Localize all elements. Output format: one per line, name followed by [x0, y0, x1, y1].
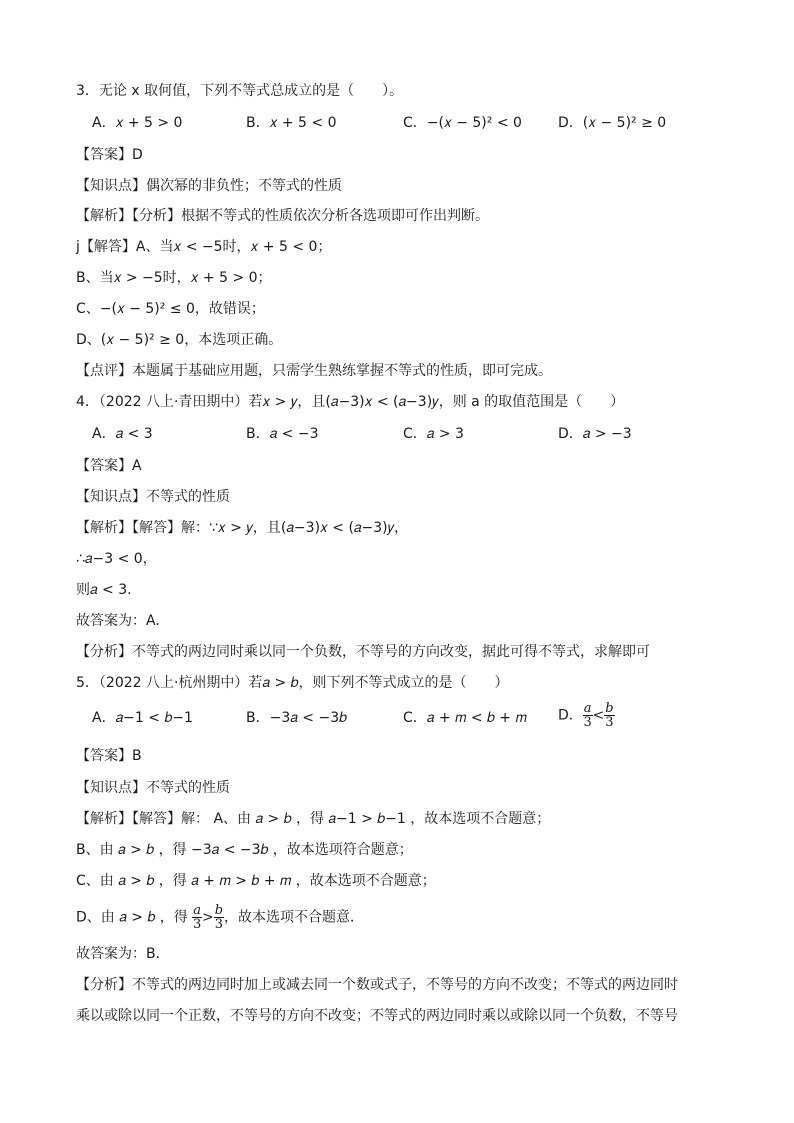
fraction [192, 904, 202, 931]
relation-symbol: > [201, 909, 214, 926]
q4-options [76, 424, 726, 444]
fraction-numerator: b [214, 903, 224, 918]
q5-question: 5．（2022 八上·杭州期中）若𝑎 > 𝑏，则下列不等式成立的是（ ） [76, 675, 509, 691]
q4-option-c: C．𝑎 > 3 [403, 426, 464, 442]
fraction-numerator: b [605, 701, 614, 716]
q3-knowledge: 【知识点】偶次幂的非负性；不等式的性质 [76, 178, 342, 194]
q4-solution-line: 故答案为：A. [76, 613, 160, 629]
q5-solution-line-d [76, 904, 734, 931]
q3-analysis: 【解析】【分析】根据不等式的性质依次分析各选项即可作出判断。 [76, 208, 489, 224]
fraction-denominator: 3 [583, 715, 592, 730]
fraction-denominator: 3 [605, 715, 614, 730]
fraction-denominator: 3 [192, 917, 202, 932]
q4-option-a: A．𝑎 < 3 [92, 426, 153, 442]
q3-solution-line: D、(𝑥 − 5)² ≥ 0，本选项正确。 [76, 332, 283, 348]
fraction [604, 702, 614, 729]
q3-option-d: D．(𝑥 − 5)² ≥ 0 [558, 115, 667, 131]
q5-analysis-line: 乘以或除以同一个正数，不等号的方向不改变；不等式的两边同时乘以或除以同一个负数，不等号 [76, 1008, 678, 1024]
fraction-denominator: 3 [214, 917, 223, 932]
relation-symbol: < [592, 707, 605, 724]
q3-option-c: C．−(𝑥 − 5)² < 0 [403, 115, 522, 131]
q4-question: 4．（2022 八上·青田期中）若𝑥 > 𝑦，且(𝑎−3)𝑥 < (𝑎−3)𝑦，则 a 的取值范围是（ ） [76, 394, 625, 410]
q4-knowledge: 【知识点】不等式的性质 [76, 489, 230, 505]
q5-option-d-label: D． [558, 707, 583, 724]
q4-answer: 【答案】A [76, 458, 142, 474]
fraction-numerator: a [583, 701, 592, 716]
fraction-numerator: a [193, 903, 201, 918]
q3-answer: 【答案】D [76, 147, 143, 163]
q5-solution-line: C、由 𝑎 > 𝑏 ，得 𝑎 + 𝑚 > 𝑏 + 𝑚 ，故本选项不合题意； [76, 873, 436, 889]
q5-final-answer: 故答案为：B． [76, 946, 170, 962]
q4-analysis: 【分析】不等式的两边同时乘以同一个负数，不等号的方向改变，据此可得不等式，求解即可 [76, 644, 650, 660]
q5-option-a: A．𝑎−1 < 𝑏−1 [92, 710, 193, 726]
q3-solution-line: B、当𝑥 > −5时，𝑥 + 5 > 0； [76, 270, 272, 286]
solution-text: D、由 𝑎 > 𝑏 ，得 [76, 909, 193, 926]
q3-options [76, 113, 726, 133]
q3-option-b: B．𝑥 + 5 < 0 [246, 115, 337, 131]
q4-solution-line: 【解析】【解答】解：∵𝑥 > 𝑦，且(𝑎−3)𝑥 < (𝑎−3)𝑦， [76, 520, 409, 536]
q5-solution-line: 【解析】【解答】解： A、由 𝑎 > 𝑏 ，得 𝑎−1 > 𝑏−1 ，故本选项不合题意； [76, 811, 551, 827]
q5-option-c: C．𝑎 + 𝑚 < 𝑏 + 𝑚 [403, 710, 527, 726]
q3-comment: 【点评】本题属于基础应用题，只需学生熟练掌握不等式的性质，即可完成。 [76, 363, 552, 379]
q5-solution-line: B、由 𝑎 > 𝑏 ，得 −3𝑎 < −3𝑏 ，故本选项符合题意； [76, 842, 413, 858]
q5-analysis-line: 【分析】不等式的两边同时加上或减去同一个数或式子，不等号的方向不改变；不等式的两边同时 [76, 977, 678, 993]
q5-option-b: B．−3𝑎 < −3𝑏 [246, 710, 347, 726]
q4-option-d: D．𝑎 > −3 [558, 426, 632, 442]
q4-solution-line: 则𝑎 < 3. [76, 582, 132, 598]
fraction [214, 904, 224, 931]
q5-answer: 【答案】B [76, 748, 142, 764]
q3-solution-line: j【解答】A、当𝑥 < −5时，𝑥 + 5 < 0； [76, 239, 332, 255]
q5-option-d [558, 702, 615, 729]
q3-solution-line: C、−(𝑥 − 5)² ≤ 0，故错误； [76, 301, 265, 317]
q3-option-a: A．𝑥 + 5 > 0 [92, 115, 183, 131]
q5-knowledge: 【知识点】不等式的性质 [76, 780, 230, 796]
q3-question: 3．无论 x 取何值，下列不等式总成立的是（ ）。 [76, 83, 404, 99]
solution-text: ，故本选项不合题意． [224, 909, 365, 926]
q5-options [76, 701, 726, 730]
q4-option-b: B．𝑎 < −3 [246, 426, 319, 442]
q4-solution-line: ∴𝑎−3 < 0， [76, 551, 157, 567]
fraction [583, 702, 593, 729]
